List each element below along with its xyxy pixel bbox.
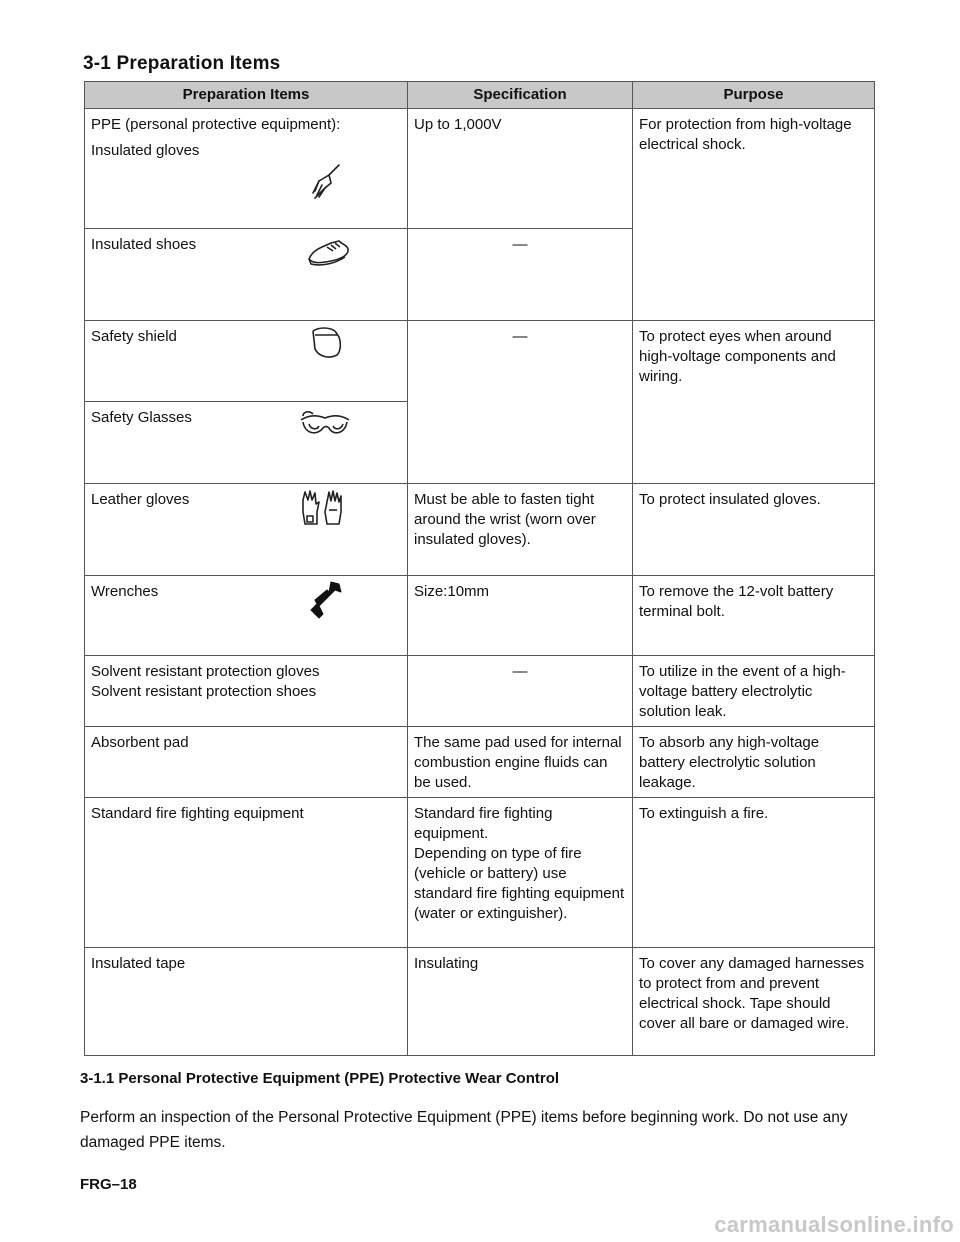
col-header-specification: Specification	[408, 82, 633, 109]
cell-insulated-shoes	[85, 229, 408, 321]
solvent-shoes-label: Solvent resistant protection shoes	[91, 683, 317, 700]
cell-wrenches	[85, 576, 408, 656]
table-row	[85, 798, 875, 948]
cell-insulated-gloves	[85, 109, 408, 229]
body-paragraph: Perform an inspection of the Personal Protective Equipment (PPE) items before beginning work. Do not use any damaged PPE items.	[80, 1109, 848, 1151]
cell-solvent-items	[85, 656, 408, 727]
cell-pad-purpose: To absorb any high-voltage battery electrolytic solution leakage.	[633, 727, 875, 798]
table-row	[85, 948, 875, 1056]
cell-safety-shield	[85, 321, 408, 402]
leather-gloves-label: Leather gloves	[91, 491, 190, 508]
cell-shield-spec: —	[408, 321, 633, 484]
table-header-row	[85, 82, 875, 109]
cell-shield-purpose: To protect eyes when around high-voltage components and wiring.	[633, 321, 875, 484]
leather-gloves-icon	[299, 488, 345, 528]
table-row	[85, 321, 875, 402]
cell-insulated-tape: Insulated tape	[85, 948, 408, 1056]
cell-wrenches-purpose: To remove the 12-volt battery terminal bolt.	[633, 576, 875, 656]
cell-leather-purpose: To protect insulated gloves.	[633, 484, 875, 576]
cell-fire-equipment: Standard fire fighting equipment	[85, 798, 408, 948]
col-header-purpose: Purpose	[633, 82, 875, 109]
wrench-icon	[307, 580, 343, 620]
face-shield-icon	[307, 325, 347, 361]
wrenches-label: Wrenches	[91, 583, 159, 600]
insulated-shoes-label: Insulated shoes	[91, 236, 197, 253]
subsection-title: 3-1.1 Personal Protective Equipment (PPE) Protective Wear Control	[80, 1070, 560, 1087]
cell-fire-spec	[408, 798, 633, 948]
preparation-items-table	[84, 81, 875, 1056]
cell-pad-spec: The same pad used for internal combustion engine fluids can be used.	[408, 727, 633, 798]
page-number: FRG–18	[80, 1176, 137, 1193]
table-row	[85, 576, 875, 656]
shoe-icon	[305, 237, 351, 269]
cell-fire-purpose: To extinguish a fire.	[633, 798, 875, 948]
fire-spec-line-1: Standard fire fighting equipment.	[414, 805, 553, 842]
cell-leather-spec: Must be able to fasten tight around the wrist (worn over insulated gloves).	[408, 484, 633, 576]
safety-shield-label: Safety shield	[91, 328, 177, 345]
ppe-intro-text: PPE (personal protective equipment):	[91, 116, 341, 133]
cell-solvent-spec: —	[408, 656, 633, 727]
cell-wrenches-spec: Size:10mm	[408, 576, 633, 656]
cell-leather-gloves	[85, 484, 408, 576]
cell-gloves-purpose: For protection from high-voltage electrical shock.	[633, 109, 875, 321]
cell-shoes-spec: —	[408, 229, 633, 321]
watermark: carmanualsonline.info	[714, 1212, 954, 1237]
table-row	[85, 727, 875, 798]
table-row	[85, 656, 875, 727]
safety-glasses-label: Safety Glasses	[91, 409, 192, 426]
safety-glasses-icon	[299, 406, 351, 442]
cell-absorbent-pad: Absorbent pad	[85, 727, 408, 798]
cell-safety-glasses	[85, 402, 408, 484]
cell-tape-purpose: To cover any damaged harnesses to protect from and prevent electrical shock. Tape should cover all bare or damaged wire.	[633, 948, 875, 1056]
table-row	[85, 109, 875, 229]
glove-icon	[305, 161, 345, 201]
insulated-gloves-label: Insulated gloves	[91, 142, 200, 159]
col-header-items: Preparation Items	[85, 82, 408, 109]
cell-tape-spec: Insulating	[408, 948, 633, 1056]
table-row	[85, 484, 875, 576]
cell-solvent-purpose: To utilize in the event of a high-voltage battery electrolytic solution leak.	[633, 656, 875, 727]
cell-gloves-spec: Up to 1,000V	[408, 109, 633, 229]
fire-spec-line-2: Depending on type of fire (vehicle or battery) use standard fire fighting equipment (water or extinguisher).	[414, 845, 625, 922]
solvent-gloves-label: Solvent resistant protection gloves	[91, 663, 320, 680]
section-title: 3-1 Preparation Items	[83, 53, 281, 74]
